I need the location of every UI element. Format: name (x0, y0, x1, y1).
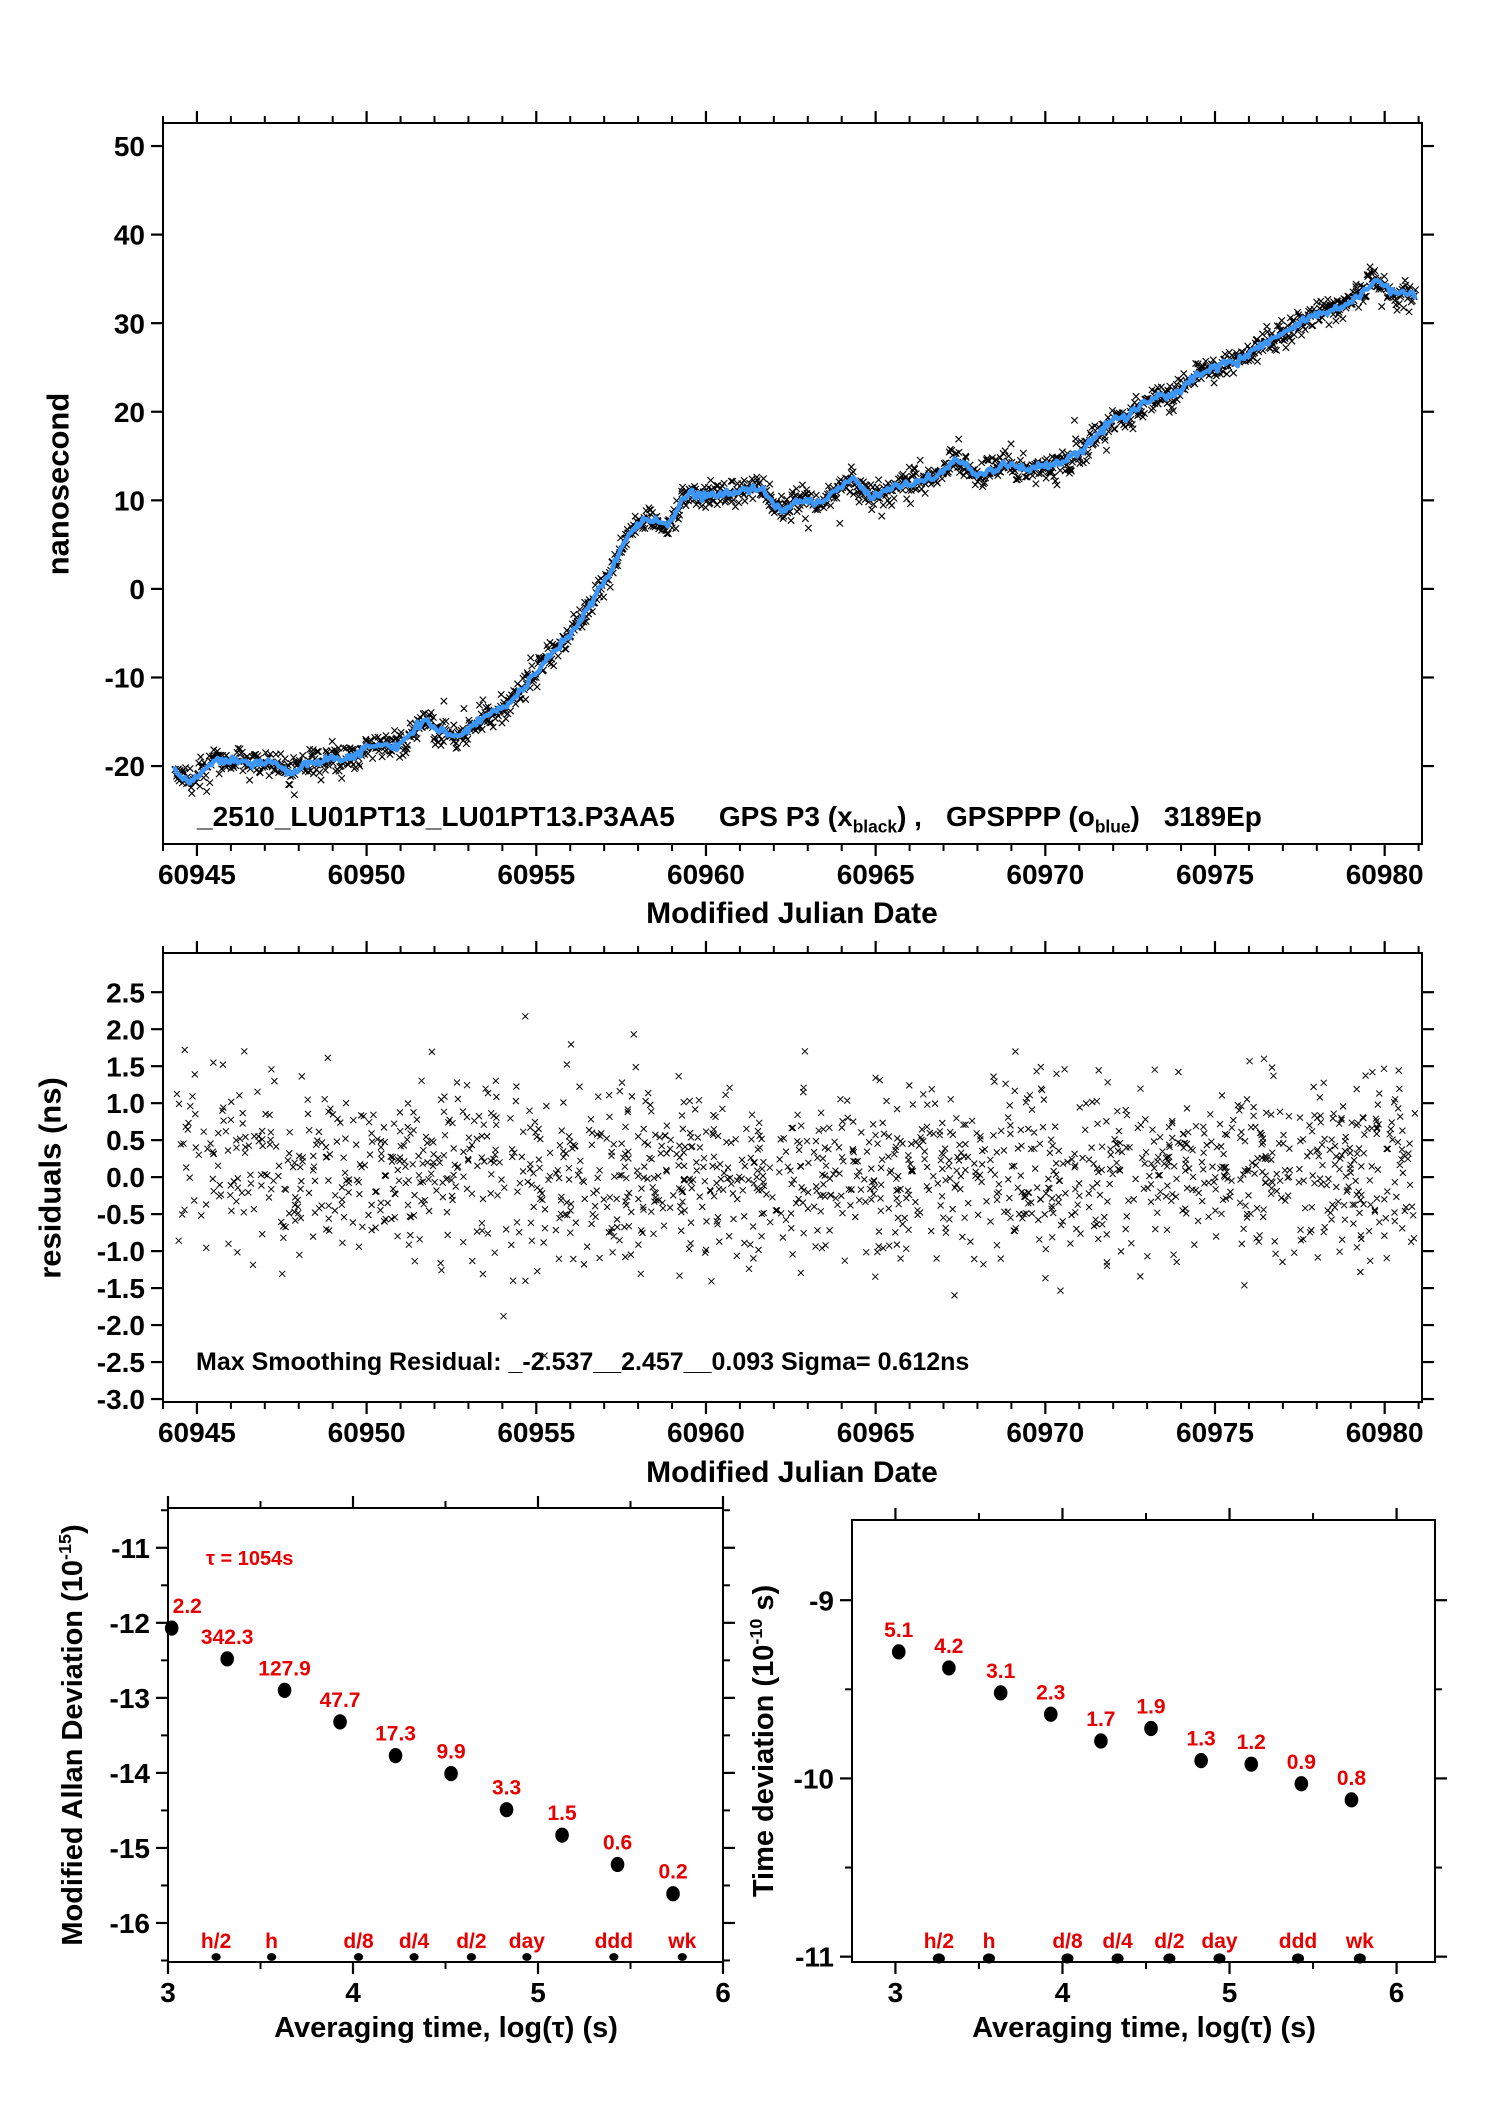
svg-text:-11: -11 (111, 1532, 150, 1564)
title-sub-black: black (852, 816, 898, 837)
svg-text:d/8: d/8 (1052, 1930, 1083, 1953)
gpsppp-line (175, 280, 1415, 783)
svg-text:-10: -10 (793, 1763, 834, 1795)
svg-text:h/2: h/2 (200, 1930, 232, 1953)
svg-text:6: 6 (1388, 1977, 1405, 2008)
svg-text:ddd: ddd (1278, 1930, 1318, 1953)
svg-text:d/8: d/8 (343, 1930, 374, 1953)
svg-text:-14: -14 (109, 1757, 150, 1789)
svg-text:60955: 60955 (497, 1417, 576, 1448)
tdev-points (892, 1644, 1358, 1807)
svg-text:d/2: d/2 (1154, 1930, 1185, 1953)
svg-text:d/2: d/2 (456, 1930, 487, 1953)
title-dataset-id: _2510_LU01PT13_LU01PT13.P3AA5 (197, 801, 675, 832)
svg-text:2.3: 2.3 (1036, 1681, 1066, 1705)
svg-text:60955: 60955 (497, 859, 576, 890)
tdev-point-labels (884, 1619, 1366, 1790)
tdev-x-axis-title: Averaging time, log(τ) (s) (972, 2012, 1316, 2044)
svg-text:0.5: 0.5 (106, 1125, 145, 1157)
svg-text:1.5: 1.5 (547, 1802, 577, 1826)
svg-text:2.5: 2.5 (106, 977, 145, 1009)
svg-text:-9: -9 (809, 1585, 834, 1617)
tdev-ticks (840, 1508, 1447, 1974)
svg-text:9.9: 9.9 (436, 1740, 466, 1764)
svg-text:60950: 60950 (327, 859, 406, 890)
svg-text:-16: -16 (109, 1908, 150, 1940)
svg-text:-13: -13 (109, 1682, 150, 1714)
svg-text:10: 10 (113, 485, 145, 517)
svg-text:60975: 60975 (1176, 859, 1254, 890)
tdev-frame (852, 1520, 1435, 1962)
panel1-frame (163, 123, 1422, 844)
svg-text:wk: wk (1345, 1930, 1374, 1953)
svg-text:3: 3 (887, 1977, 904, 2008)
svg-text:-10: -10 (104, 662, 145, 694)
svg-text:0.0: 0.0 (106, 1162, 145, 1194)
residuals-scatter (174, 1013, 1418, 1358)
svg-text:-3.0: -3.0 (96, 1384, 145, 1416)
svg-text:-11: -11 (795, 1941, 834, 1973)
svg-text:1.2: 1.2 (1236, 1731, 1266, 1755)
svg-text:-1.5: -1.5 (96, 1273, 145, 1305)
title-epoch-count: 3189Ep (1163, 801, 1262, 832)
svg-text:0.2: 0.2 (658, 1860, 688, 1884)
svg-text:1.0: 1.0 (106, 1088, 145, 1120)
svg-text:d/4: d/4 (398, 1930, 430, 1953)
svg-text:1.9: 1.9 (1136, 1695, 1166, 1719)
svg-text:127.9: 127.9 (258, 1657, 311, 1681)
svg-text:40: 40 (113, 219, 145, 251)
panel1-ticks (151, 111, 1434, 856)
residuals-y-axis-title: residuals (ns) (32, 1077, 68, 1279)
svg-text:6: 6 (715, 1977, 731, 2008)
svg-text:60960: 60960 (667, 859, 745, 890)
svg-text:4: 4 (345, 1977, 361, 2008)
svg-text:20: 20 (113, 396, 145, 428)
svg-text:60945: 60945 (157, 1417, 236, 1448)
svg-text:-2.5: -2.5 (96, 1347, 145, 1379)
svg-text:17.3: 17.3 (375, 1722, 416, 1746)
svg-text:0: 0 (129, 573, 145, 605)
panel1-title (197, 803, 1262, 836)
svg-text:day: day (1201, 1930, 1238, 1953)
svg-text:h/2: h/2 (923, 1930, 955, 1953)
panel1-tick-labels (105, 131, 1424, 890)
panel2-frame (163, 953, 1422, 1402)
svg-text:30: 30 (113, 308, 145, 340)
svg-text:5.1: 5.1 (884, 1618, 914, 1642)
svg-text:3.3: 3.3 (491, 1776, 522, 1800)
svg-text:1.7: 1.7 (1086, 1708, 1116, 1731)
svg-text:3.1: 3.1 (986, 1659, 1016, 1683)
mdev-y-axis-title: Modified Allan Deviation $(10^{-15})$ (55, 1524, 89, 1946)
svg-text:-0.5: -0.5 (96, 1199, 145, 1231)
svg-text:2.0: 2.0 (106, 1014, 145, 1046)
panel2-ticks (151, 941, 1434, 1414)
panel1-x-axis-title: Modified Julian Date (646, 897, 938, 930)
panel1-y-axis-title: nanosecond (40, 392, 76, 576)
svg-text:4: 4 (1054, 1977, 1071, 2008)
svg-text:-1.0: -1.0 (96, 1236, 145, 1268)
svg-text:0.9: 0.9 (1286, 1750, 1316, 1774)
title-close-paren: ) (1130, 801, 1140, 832)
svg-text:h: h (982, 1930, 996, 1953)
mdev-tau-annotation: τ = 1054s (206, 1548, 294, 1570)
svg-text:60975: 60975 (1176, 1417, 1254, 1448)
svg-text:60960: 60960 (667, 1417, 745, 1448)
svg-text:h: h (265, 1930, 279, 1953)
svg-text:5: 5 (1221, 1977, 1238, 2008)
svg-text:60945: 60945 (157, 859, 236, 890)
svg-text:-12: -12 (109, 1607, 150, 1639)
svg-text:60970: 60970 (1006, 1417, 1085, 1448)
svg-text:60980: 60980 (1345, 1417, 1424, 1448)
title-sub-blue: blue (1094, 816, 1131, 837)
title-series-gpsp3: GPS P3 (x (718, 801, 853, 832)
svg-text:2.2: 2.2 (172, 1595, 202, 1619)
mdev-frame (168, 1508, 723, 1962)
residuals-annotation: Max Smoothing Residual: _-2.537__2.457__0.093 Sigma= 0.612ns (196, 1348, 970, 1376)
svg-text:ddd: ddd (594, 1930, 634, 1953)
svg-text:-20: -20 (104, 751, 145, 783)
gps-p3-scatter (172, 264, 1419, 798)
svg-text:wk: wk (668, 1930, 697, 1953)
svg-text:4.2: 4.2 (934, 1634, 964, 1658)
svg-text:d/4: d/4 (1102, 1930, 1133, 1953)
svg-text:60965: 60965 (836, 859, 915, 890)
svg-text:5: 5 (530, 1977, 546, 2008)
svg-text:47.7: 47.7 (319, 1688, 361, 1712)
tdev-tau-marks (924, 1930, 1374, 1964)
title-series-gpsppp: GPSPPP (o (945, 801, 1095, 832)
svg-text:day: day (508, 1930, 545, 1953)
svg-text:3: 3 (160, 1977, 176, 2008)
svg-text:-2.0: -2.0 (96, 1310, 145, 1342)
svg-text:60950: 60950 (327, 1417, 406, 1448)
svg-text:0.6: 0.6 (602, 1831, 633, 1855)
title-joiner: ) , (897, 801, 922, 832)
svg-text:1.5: 1.5 (106, 1051, 145, 1083)
svg-text:342.3: 342.3 (200, 1625, 254, 1649)
svg-text:60980: 60980 (1345, 859, 1424, 890)
svg-text:0.8: 0.8 (1336, 1766, 1367, 1790)
svg-text:-15: -15 (109, 1833, 150, 1865)
svg-text:50: 50 (113, 131, 145, 163)
mdev-x-axis-title: Averaging time, log(τ) (s) (274, 2012, 618, 2044)
mdev-points (165, 1620, 680, 1901)
svg-text:1.3: 1.3 (1186, 1727, 1216, 1751)
svg-text:60970: 60970 (1006, 859, 1085, 890)
svg-text:60965: 60965 (836, 1417, 915, 1448)
panel2-x-axis-title: Modified Julian Date (646, 1456, 938, 1489)
tdev-y-axis-title: Time deviation ($10^{-10}$ s) (746, 1584, 780, 1898)
mdev-tau-marks (201, 1930, 697, 1961)
mdev-point-labels (173, 1595, 688, 1884)
